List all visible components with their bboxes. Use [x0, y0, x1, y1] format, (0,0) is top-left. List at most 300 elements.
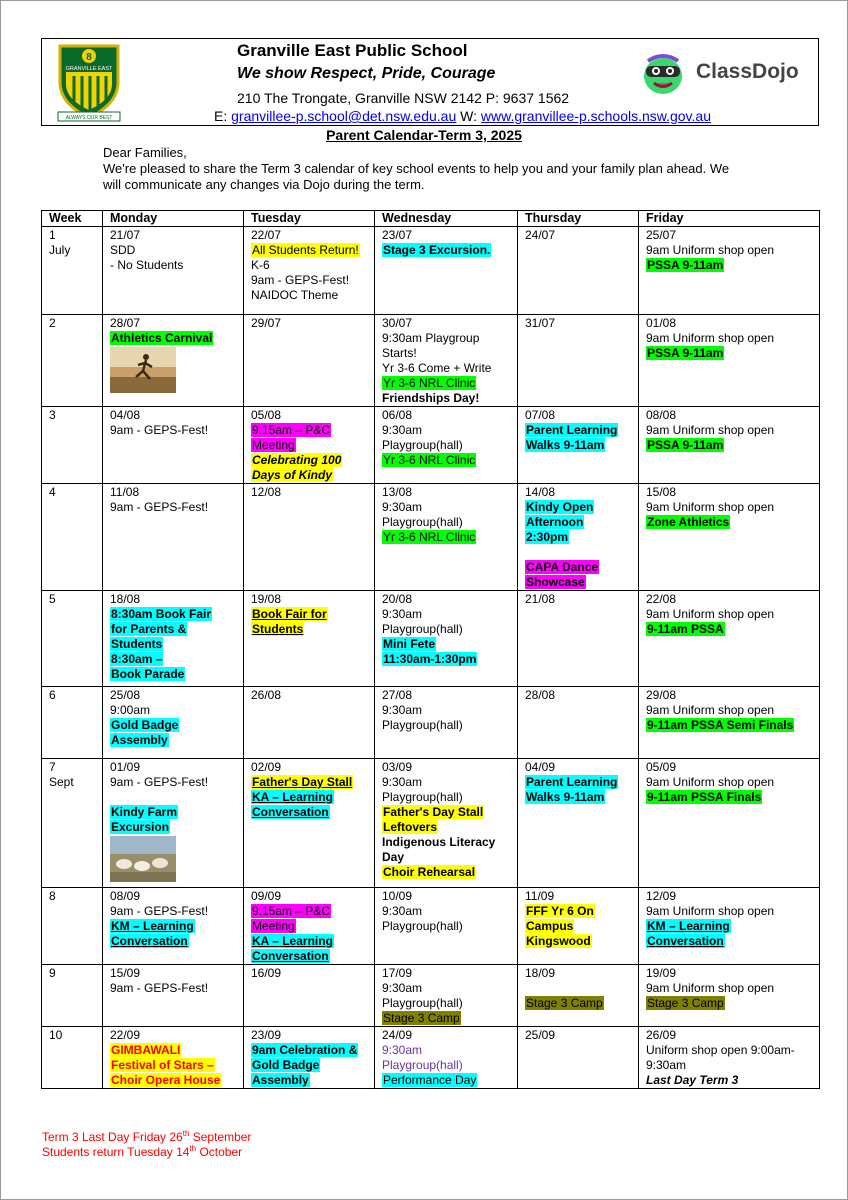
cell-line	[251, 423, 374, 438]
cell-line	[382, 1011, 517, 1026]
event-text: Playgroup(hall)	[382, 919, 463, 933]
cell-line	[110, 820, 243, 835]
cell-line	[525, 889, 638, 904]
cell-line	[110, 688, 243, 703]
day-cell-monday	[103, 965, 244, 1027]
event-text: Students	[252, 622, 304, 636]
cell-line	[525, 919, 638, 934]
event-text: Celebrating 100	[252, 453, 342, 467]
event-text: FFF Yr 6 On	[526, 904, 594, 918]
crest-text: GRANVILLE EAST	[65, 66, 113, 72]
cell-line	[525, 485, 638, 500]
cell-line	[382, 607, 517, 622]
day-cell-tuesday	[244, 227, 375, 315]
cell-line	[251, 1028, 374, 1043]
event-text: 9:30am	[382, 703, 423, 717]
week-cell	[42, 759, 103, 888]
col-header-monday: Monday	[103, 211, 244, 227]
date-label: 28/07	[110, 316, 141, 330]
event-text: 9:30am	[382, 775, 423, 789]
blank-line	[525, 981, 638, 996]
cell-line	[646, 316, 819, 331]
calendar-title: Parent Calendar-Term 3, 2025	[326, 127, 522, 143]
cell-line	[382, 775, 517, 790]
event-text: Kindy Open	[526, 500, 594, 514]
cell-line	[646, 790, 819, 805]
term-calendar-table	[41, 210, 820, 1089]
cell-line	[382, 966, 517, 981]
event-text: Leftovers	[383, 820, 438, 834]
cell-line	[251, 966, 374, 981]
week-cell	[42, 484, 103, 591]
classdojo-monster-icon	[640, 53, 686, 97]
cell-line	[382, 515, 517, 530]
cell-line	[525, 228, 638, 243]
event-text: 9am Uniform shop open	[646, 904, 775, 918]
date-label: 07/08	[525, 408, 556, 422]
event-text: Walks 9-11am	[526, 438, 605, 452]
event-text: CAPA Dance	[526, 560, 599, 574]
day-cell-friday	[639, 227, 820, 315]
event-text: Starts!	[382, 346, 417, 360]
cell-line	[646, 775, 819, 790]
cell-line	[382, 889, 517, 904]
day-cell-monday	[103, 407, 244, 484]
event-text: Afternoon	[526, 515, 584, 529]
cell-line	[525, 1028, 638, 1043]
day-cell-monday	[103, 687, 244, 759]
email-label: E:	[214, 108, 228, 124]
cell-line	[110, 667, 243, 682]
day-cell-tuesday	[244, 484, 375, 591]
event-text: for Parents &	[111, 622, 187, 636]
date-label: 29/07	[251, 316, 282, 330]
school-header	[41, 38, 819, 126]
date-label: 17/09	[382, 966, 413, 980]
cell-line	[382, 688, 517, 703]
day-cell-wednesday	[375, 759, 518, 888]
event-text: Playgroup(hall)	[382, 790, 463, 804]
day-cell-thursday	[518, 759, 639, 888]
cell-line	[110, 919, 243, 934]
event-text: Students	[111, 637, 163, 651]
event-text: Stage 3 Excursion.	[383, 243, 491, 257]
day-cell-monday	[103, 227, 244, 315]
event-text: Assembly	[252, 1073, 309, 1087]
cell-line	[382, 331, 517, 346]
date-label: 05/08	[251, 408, 282, 422]
cell-line	[110, 500, 243, 515]
week-cell	[42, 888, 103, 965]
date-label: 14/08	[525, 485, 556, 499]
cell-line	[382, 243, 517, 258]
school-address: 210 The Trongate, Granville NSW 2142 P: 9637 1562	[237, 90, 570, 106]
day-cell-monday	[103, 759, 244, 888]
cell-line	[251, 228, 374, 243]
day-cell-thursday	[518, 407, 639, 484]
cell-line	[110, 904, 243, 919]
event-text: Yr 3-6 NRL Clinic	[383, 453, 476, 467]
cell-line	[382, 981, 517, 996]
event-text: Stage 3 Camp	[647, 996, 724, 1010]
event-text: 9am Uniform shop open	[646, 331, 775, 345]
cell-line	[646, 1043, 819, 1058]
cell-line	[110, 1043, 243, 1058]
cell-line	[251, 273, 374, 288]
cell-line	[525, 775, 638, 790]
event-text: 9.15am – P&C	[252, 423, 331, 437]
date-label: 04/08	[110, 408, 141, 422]
event-text: Zone Athletics	[647, 515, 730, 529]
cell-line	[110, 592, 243, 607]
date-label: 25/09	[525, 1028, 556, 1042]
cell-line	[382, 1043, 517, 1058]
cell-line	[525, 560, 638, 575]
event-text: Playgroup(hall)	[382, 1058, 463, 1072]
day-cell-thursday	[518, 227, 639, 315]
date-label: 29/08	[646, 688, 677, 702]
date-label: 01/08	[646, 316, 677, 330]
event-text: KM – Learning	[647, 919, 730, 933]
cell-line	[525, 575, 638, 590]
event-text: 9am - GEPS-Fest!	[110, 775, 209, 789]
date-label: 10/09	[382, 889, 413, 903]
cell-line	[646, 996, 819, 1011]
date-label: 22/09	[110, 1028, 141, 1042]
cell-line	[646, 423, 819, 438]
cell-line	[110, 775, 243, 790]
intro-greeting: Dear Families,	[103, 145, 187, 160]
cell-line	[525, 408, 638, 423]
table-row	[42, 687, 820, 759]
cell-line	[382, 228, 517, 243]
cell-line	[646, 228, 819, 243]
event-text: 9am Celebration &	[252, 1043, 358, 1057]
cell-line	[525, 790, 638, 805]
week-cell	[42, 1027, 103, 1089]
cell-line	[382, 996, 517, 1011]
table-row	[42, 407, 820, 484]
cell-line	[382, 530, 517, 545]
cell-line	[251, 622, 374, 637]
week-number: 10	[49, 1028, 63, 1042]
cell-line	[251, 258, 374, 273]
date-label: 21/08	[525, 592, 556, 606]
col-header-thursday: Thursday	[518, 211, 639, 227]
col-header-wednesday: Wednesday	[375, 211, 518, 227]
cell-line	[382, 850, 517, 865]
week-cell	[42, 687, 103, 759]
table-row	[42, 227, 820, 315]
event-text: Meeting	[252, 438, 295, 452]
cell-line	[251, 760, 374, 775]
cell-line	[646, 718, 819, 733]
cell-line	[382, 500, 517, 515]
cell-line	[525, 423, 638, 438]
event-text: GIMBAWALI	[111, 1043, 181, 1057]
event-text: 9am - GEPS-Fest!	[110, 904, 209, 918]
cell-line	[646, 904, 819, 919]
cell-line	[525, 688, 638, 703]
day-cell-wednesday	[375, 591, 518, 687]
event-text: Athletics Carnival	[111, 331, 213, 345]
event-text: All Students Return!	[252, 243, 359, 257]
event-text: - No Students	[110, 258, 184, 272]
col-header-friday: Friday	[639, 211, 820, 227]
cell-line	[646, 243, 819, 258]
cell-line	[110, 228, 243, 243]
date-label: 19/08	[251, 592, 282, 606]
cell-line	[646, 1028, 819, 1043]
cell-line	[110, 485, 243, 500]
event-text: Yr 3-6 Come + Write	[382, 361, 492, 375]
cell-line	[646, 1058, 819, 1073]
date-label: 03/09	[382, 760, 413, 774]
cell-line	[110, 733, 243, 748]
cell-line	[382, 637, 517, 652]
event-text: 9am Uniform shop open	[646, 703, 775, 717]
event-text: Parent Learning	[526, 423, 618, 437]
cell-line	[251, 805, 374, 820]
event-text: 8:30am –	[111, 652, 163, 666]
cell-line	[646, 934, 819, 949]
event-text: 9-11am PSSA	[647, 622, 724, 636]
date-label: 26/08	[251, 688, 282, 702]
cell-line	[382, 919, 517, 934]
cell-line	[110, 934, 243, 949]
day-cell-wednesday	[375, 1027, 518, 1089]
date-label: 21/07	[110, 228, 141, 242]
cell-line	[251, 949, 374, 964]
date-label: 26/09	[646, 1028, 677, 1042]
event-text: Stage 3 Camp	[526, 996, 603, 1010]
date-label: 25/07	[646, 228, 677, 242]
school-crest-logo	[52, 42, 126, 122]
cell-line	[382, 453, 517, 468]
event-text: Meeting	[252, 919, 295, 933]
date-label: 11/09	[525, 889, 555, 903]
cell-line	[646, 500, 819, 515]
cell-line	[251, 316, 374, 331]
table-header-row	[42, 211, 820, 227]
event-text: Friendships Day!	[382, 391, 480, 405]
footer-term-end: Term 3 Last Day Friday 26th September	[42, 1129, 252, 1144]
date-label: 12/09	[646, 889, 677, 903]
month-label: Sept	[49, 775, 74, 789]
date-label: 04/09	[525, 760, 556, 774]
cell-line	[382, 1028, 517, 1043]
intro-text	[103, 145, 743, 193]
date-label: 24/07	[525, 228, 556, 242]
cell-line	[251, 889, 374, 904]
event-text: Gold Badge	[111, 718, 179, 732]
cell-line	[251, 904, 374, 919]
cell-line	[251, 775, 374, 790]
cell-line	[110, 703, 243, 718]
event-text: 9am Uniform shop open	[646, 243, 775, 257]
cell-line	[646, 331, 819, 346]
cell-line	[646, 703, 819, 718]
date-label: 02/09	[251, 760, 282, 774]
event-text: 9:30am	[382, 1043, 423, 1057]
cell-line	[382, 820, 517, 835]
event-text: Campus	[526, 919, 574, 933]
day-cell-monday	[103, 888, 244, 965]
day-cell-thursday	[518, 888, 639, 965]
table-row	[42, 315, 820, 407]
cell-line	[251, 592, 374, 607]
event-text: Yr 3-6 NRL Clinic	[383, 530, 476, 544]
day-cell-tuesday	[244, 407, 375, 484]
cell-line	[251, 934, 374, 949]
cell-line	[110, 423, 243, 438]
cell-line	[646, 485, 819, 500]
date-label: 22/08	[646, 592, 677, 606]
day-cell-friday	[639, 888, 820, 965]
cell-line	[382, 438, 517, 453]
cell-line	[646, 889, 819, 904]
table-row	[42, 888, 820, 965]
cell-line	[382, 485, 517, 500]
event-text: 9am Uniform shop open	[646, 775, 775, 789]
cell-line	[646, 688, 819, 703]
day-cell-thursday	[518, 965, 639, 1027]
cell-line	[646, 515, 819, 530]
day-cell-thursday	[518, 484, 639, 591]
event-text: Book Parade	[111, 667, 185, 681]
cell-line	[251, 1043, 374, 1058]
event-text: K-6	[251, 258, 270, 272]
cell-line	[525, 530, 638, 545]
week-number: 5	[49, 592, 56, 606]
event-text: 8:30am Book Fair	[111, 607, 212, 621]
cell-line	[646, 408, 819, 423]
event-text: KA – Learning	[252, 790, 333, 804]
event-text: KA – Learning	[252, 934, 333, 948]
date-label: 16/09	[251, 966, 282, 980]
event-text: 9.15am – P&C	[252, 904, 331, 918]
cell-line	[382, 376, 517, 391]
day-cell-tuesday	[244, 687, 375, 759]
col-header-week: Week	[42, 211, 103, 227]
intro-body: We're pleased to share the Term 3 calendar of key school events to help you and your family plan ahead. We will communicate any changes via Dojo during the term.	[103, 161, 730, 192]
cell-line	[525, 438, 638, 453]
email-link[interactable]: granvillee-p.school@det.nsw.edu.au	[231, 108, 457, 124]
event-text: Playgroup(hall)	[382, 438, 463, 452]
date-label: 19/09	[646, 966, 677, 980]
event-text: 9:30am	[646, 1058, 687, 1072]
event-text: 11:30am-1:30pm	[383, 652, 477, 666]
date-label: 15/09	[110, 966, 141, 980]
day-cell-friday	[639, 1027, 820, 1089]
event-text: 9:30am	[382, 904, 423, 918]
cell-line	[110, 981, 243, 996]
date-label: 18/08	[110, 592, 141, 606]
day-cell-tuesday	[244, 1027, 375, 1089]
cell-line	[525, 500, 638, 515]
day-cell-tuesday	[244, 591, 375, 687]
cell-line	[646, 966, 819, 981]
blank-line	[110, 790, 243, 805]
event-text: Day	[382, 850, 405, 864]
week-number: 7	[49, 760, 56, 774]
event-text: Assembly	[111, 733, 168, 747]
cell-line	[382, 865, 517, 880]
day-cell-friday	[639, 484, 820, 591]
cell-line	[382, 652, 517, 667]
event-text: 9-11am PSSA Semi Finals	[647, 718, 794, 732]
week-number: 3	[49, 408, 56, 422]
cell-line	[382, 391, 517, 406]
cell-line	[110, 966, 243, 981]
classdojo-logo	[640, 53, 810, 97]
day-cell-tuesday	[244, 965, 375, 1027]
day-cell-monday	[103, 591, 244, 687]
day-cell-wednesday	[375, 888, 518, 965]
event-text: 9am - GEPS-Fest!	[251, 273, 350, 287]
event-text: PSSA 9-11am	[647, 346, 724, 360]
cell-line	[251, 438, 374, 453]
school-motto: We show Respect, Pride, Courage	[237, 65, 496, 82]
cell-line	[646, 981, 819, 996]
cell-line	[251, 1058, 374, 1073]
cell-line	[251, 408, 374, 423]
event-text: Gold Badge	[252, 1058, 320, 1072]
cell-line	[251, 453, 374, 468]
date-label: 08/09	[110, 889, 141, 903]
event-text: 9:30am	[382, 981, 423, 995]
table-row	[42, 591, 820, 687]
day-cell-monday	[103, 1027, 244, 1089]
cell-line	[382, 592, 517, 607]
day-cell-wednesday	[375, 315, 518, 407]
date-label: 24/09	[382, 1028, 413, 1042]
event-text: 9:30am	[382, 607, 423, 621]
cell-line	[525, 904, 638, 919]
week-number: 6	[49, 688, 56, 702]
cell-line	[646, 607, 819, 622]
month-label: July	[49, 243, 71, 257]
date-label: 15/08	[646, 485, 677, 499]
cell-line	[110, 607, 243, 622]
table-row	[42, 1027, 820, 1089]
date-label: 20/08	[382, 592, 413, 606]
table-row	[42, 759, 820, 888]
event-text: Kingswood	[526, 934, 591, 948]
event-text: 9am Uniform shop open	[646, 981, 775, 995]
day-cell-thursday	[518, 687, 639, 759]
event-text: Playgroup(hall)	[382, 515, 463, 529]
cell-line	[646, 1073, 819, 1088]
event-text: Choir Rehearsal	[383, 865, 476, 879]
event-text: Playgroup(hall)	[382, 996, 463, 1010]
cell-line	[646, 760, 819, 775]
date-label: 09/09	[251, 889, 282, 903]
event-text: Festival of Stars –	[111, 1058, 214, 1072]
event-text: Walks 9-11am	[526, 790, 605, 804]
week-number: 1	[49, 228, 56, 242]
website-link[interactable]: www.granvillee-p.schools.nsw.gov.au	[480, 108, 711, 124]
footer-return-date: Students return Tuesday 14th October	[42, 1144, 243, 1159]
cell-line	[110, 637, 243, 652]
date-label: 01/09	[110, 760, 141, 774]
cell-line	[251, 243, 374, 258]
day-cell-friday	[639, 759, 820, 888]
cell-line	[525, 515, 638, 530]
crest-numeral: 8	[86, 52, 92, 63]
cell-line	[251, 288, 374, 303]
event-text: Parent Learning	[526, 775, 618, 789]
